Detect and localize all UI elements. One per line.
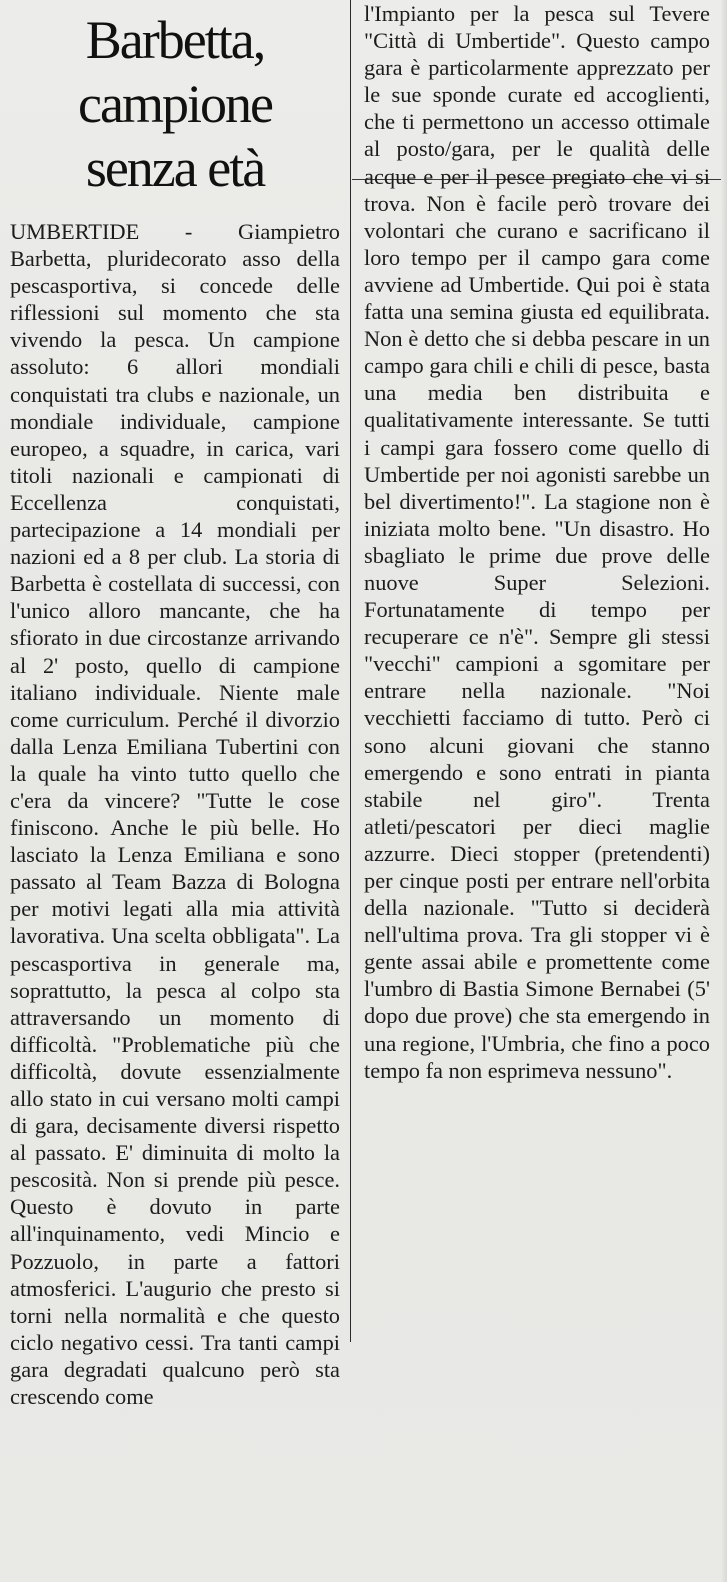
article-body-right: l'Impianto per la pesca sul Tevere "Città di Umbertide". Questo campo gara è particolarmente apprezzato per le sue sponde curate ed accoglienti, che ti permettono un accesso ottimale al posto/gara, per le qualità delle acque e per il pesce pregiato che vi si trova. Non è facile però trovare dei volontari che curano e sacrificano il loro tempo per il campo gara come avviene ad Umbertide. Qui poi è stata fatta una semina giusta ed equilibrata. Non è detto che si debba pescare in un campo gara chili e chili di pesce, basta una media ben distribuita e qualitativamente interessante. Se tutti i campi gara fossero come quello di Umbertide per noi agonisti sarebbe un bel divertimento!". La stagione non è iniziata molto bene. "Un disastro. Ho sbagliato le prime due prove delle nuove Super Selezioni. Fortunatamente di tempo per recuperare ce n'è". Sempre gli stessi "vecchi" campioni a sgomitare per entrare nella nazionale. "Noi vecchietti facciamo di tutto. Però ci sono alcuni giovani che stanno emergendo e sono entrati in pianta stabile nel giro". Trenta atleti/pescatori per dieci maglie azzurre. Dieci stopper (pretendenti) per cinque posti per entrare nell'orbita della nazionale. "Tutto si deciderà nell'ultima prova. Tra gli stopper vi è gente assai abile e promettente come l'umbro di Bastia Simone Bernabei (5' dopo due prove) che sta emergendo in una regione, l'Umbria, che fino a poco tempo fa non esprimeva nessuno".	[364, 1, 710, 1083]
paper-edge	[721, 0, 727, 1582]
article-column-left	[10, 218, 340, 1568]
headline-line-3: senza età	[85, 138, 265, 198]
article-column-right	[364, 0, 710, 1340]
column-divider	[350, 0, 351, 1342]
headline-line-2: campione	[78, 74, 272, 134]
article-headline	[10, 8, 340, 200]
article-body-left: UMBERTIDE - Giampietro Barbetta, pluridecorato asso della pescasportiva, si concede delle riflessioni sul momento che sta vivendo la pesca. Un campione assoluto: 6 allori mondiali conquistati tra clubs e nazionale, un mondiale individuale, campione europeo, a squadre, in carica, vari titoli nazionali e campionati di Eccellenza conquistati, partecipazione a 14 mondiali per nazioni ed a 8 per club. La storia di Barbetta è costellata di successi, con l'unico alloro mancante, che ha sfiorato in due circostanze arrivando al 2' posto, quello di campione italiano individuale. Niente male come curriculum. Perché il divorzio dalla Lenza Emiliana Tubertini con la quale ha vinto tutto quello che c'era da vincere? "Tutte le cose finiscono. Anche le più belle. Ho lasciato la Lenza Emiliana e sono passato al Team Bazza di Bologna per motivi legati alla mia attività lavorativa. Una scelta obbligata". La pescasportiva in generale ma, soprattutto, la pesca al colpo sta attraversando un momento di difficoltà. "Problematiche più che difficoltà, dovute essenzialmente allo stato in cui versano molti campi di gara, decisamente diversi rispetto al passato. E' diminuita di molto la pescosità. Non si prende più pesce. Questo è dovuto in parte all'inquinamento, vedi Mincio e Pozzuolo, in parte a fattori atmosferici. L'augurio che presto si torni nella normalità e che questo ciclo negativo cessi. Tra tanti campi gara degradati qualcuno però sta crescendo come	[10, 219, 340, 1410]
headline-line-1: Barbetta,	[85, 10, 265, 70]
